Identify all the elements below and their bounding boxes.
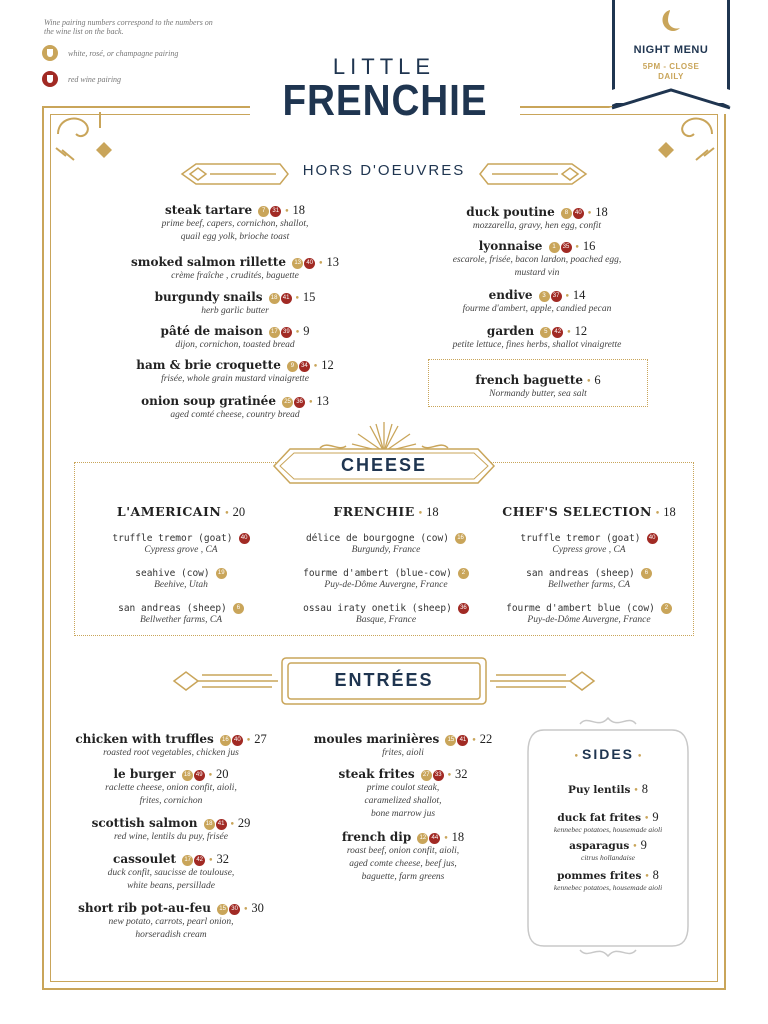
side-item: Puy lentils • 8 [568, 782, 648, 796]
side-item: duck fat frites • 9 kennebec potatoes, housemade aioli [553, 810, 663, 834]
menu-item: cassoulet 17 42 • 32 duck confit, saucisse de toulouse, white beans, persillade [107, 852, 235, 891]
red-wine-number: 37 [551, 291, 562, 302]
menu-item: chicken with truffles 16 40 • 27 roasted root vegetables, chicken jus [75, 732, 267, 758]
menu-item: steak tartare 7 31 • 18 prime beef, capers, cornichon, shallot, quail egg yolk, brioche toast [161, 203, 309, 242]
baguette-box: french baguette • 6 Normandy butter, sea salt [428, 359, 648, 407]
red-wine-number: 31 [270, 206, 281, 217]
menu-item: burgundy snails 18 41 • 15 herb garlic butter [154, 290, 316, 316]
menu-item: smoked salmon rillette 13 40 • 13 crème fraîche , crudités, baguette [131, 255, 339, 281]
white-wine-number: 5 [540, 327, 551, 338]
brand-frenchie: FRENCHIE [282, 76, 488, 125]
menu-item: garden 5 42 • 12 petite lettuce, fines herbs, shallot vinaigrette [452, 324, 622, 350]
cheese-column: CHEF'S SELECTION • 18 truffle tremor (goat) 40 Cypress grove , CA san andreas (sheep) 6 Bellwether farms, CA fourme d'ambert blue (cow) 2 Puy-de-Dôme Auvergne, France [502, 504, 676, 625]
white-wine-glass-icon [42, 45, 58, 61]
white-wine-number: 17 [269, 327, 280, 338]
red-wine-number: 41 [281, 293, 292, 304]
menu-item: endive 3 37 • 14 fourme d'ambert, apple, candied pecan [462, 288, 612, 314]
white-wine-number: 19 [216, 568, 227, 579]
red-wine-number: 49 [194, 770, 205, 781]
menu-item: short rib pot-au-feu 15 30 • 30 new potato, carrots, pearl onion, horseradish cream [78, 901, 264, 940]
red-wine-number: 40 [647, 533, 658, 544]
brand-little: LITTLE [332, 54, 436, 79]
menu-item: lyonnaise 1 35 • 16 escarole, frisée, bacon lardon, poached egg, mustard vin [452, 239, 622, 278]
legend-red: red wine pairing [42, 71, 121, 87]
side-item: asparagus • 9 citrus hollandaise [569, 838, 647, 862]
night-menu-hours: 5PM - CLOSE [642, 62, 700, 71]
menu-item: duck poutine 8 40 • 18 mozzarella, gravy, hen egg, confit [466, 205, 608, 231]
red-wine-number: 34 [299, 361, 310, 372]
red-wine-number: 36 [294, 397, 305, 408]
white-wine-number: 16 [220, 735, 231, 746]
wine-note: Wine pairing numbers correspond to the numbers on the wine list on the back. [44, 18, 213, 36]
red-wine-number: 30 [229, 904, 240, 915]
moon-icon [663, 10, 680, 31]
hors-left-column [90, 199, 380, 422]
cheese-title: CHEESE [340, 455, 428, 475]
white-wine-number: 12 [417, 833, 428, 844]
cheese-column: FRENCHIE • 18 délice de bourgogne (cow) 16 Burgundy, France fourme d'ambert (blue-cow) 2 Puy-de-Dôme Auvergne, France ossau iraty onetik (sheep) 36 Basque, France [286, 501, 486, 625]
red-wine-number: 36 [458, 603, 469, 614]
sides-list [524, 778, 692, 892]
white-wine-number: 1 [549, 242, 560, 253]
cheese-column: L'AMERICAIN • 20 truffle tremor (goat) 40 Cypress grove , CA seahive (cow) 19 Beehive, Utah san andreas (sheep) 6 Bellwether farms, CA [76, 501, 286, 625]
white-wine-number: 18 [269, 293, 280, 304]
red-wine-number: 42 [552, 327, 563, 338]
white-wine-number: 15 [445, 735, 456, 746]
red-wine-glass-icon [42, 71, 58, 87]
cheese-columns [76, 501, 692, 625]
red-wine-number: 33 [433, 770, 444, 781]
banner-notch [609, 84, 733, 114]
red-wine-number: 40 [239, 533, 250, 544]
white-wine-number: 15 [217, 904, 228, 915]
white-wine-number: 3 [539, 291, 550, 302]
entrees-mid-column [292, 728, 514, 884]
white-wine-number: 13 [292, 258, 303, 269]
menu-item: scottish salmon 18 41 • 29 red wine, lentils du puy, frisée [91, 816, 251, 842]
red-wine-number: 39 [281, 327, 292, 338]
red-wine-number: 40 [304, 258, 315, 269]
side-item: pommes frites • 8 kennebec potatoes, housemade aioli [553, 868, 663, 892]
white-wine-number: 16 [455, 533, 466, 544]
white-wine-number: 9 [287, 361, 298, 372]
legend-white: white, rosé, or champagne pairing [42, 45, 178, 61]
menu-item: ham & brie croquette 9 34 • 12 frisée, whole grain mustard vinaigrette [136, 358, 334, 384]
menu-item: french dip 12 44 • 18 roast beef, onion confit, aioli, aged comte cheese, beef jus, baguette, farm greens [341, 830, 465, 882]
red-wine-number: 44 [429, 833, 440, 844]
red-wine-number: 41 [457, 735, 468, 746]
night-menu-title: NIGHT MENU [633, 44, 709, 56]
entrees-left-column [60, 728, 282, 942]
sides-header: • SIDES • [573, 746, 643, 762]
red-wine-number: 41 [216, 819, 227, 830]
night-menu-days: DAILY [658, 72, 684, 81]
red-wine-number: 42 [194, 855, 205, 866]
white-wine-number: 17 [182, 855, 193, 866]
hors-title: HORS D'OEUVRES [302, 162, 466, 179]
white-wine-number: 18 [204, 819, 215, 830]
white-wine-number: 2 [661, 603, 672, 614]
white-wine-number: 8 [561, 208, 572, 219]
menu-item: onion soup gratinée 25 36 • 13 aged comté cheese, country bread [141, 394, 329, 420]
white-wine-number: 18 [182, 770, 193, 781]
hors-right-column [392, 201, 682, 352]
white-wine-number: 27 [421, 770, 432, 781]
corner-ornament-left [52, 108, 132, 168]
menu-item: le burger 18 49 • 20 raclette cheese, onion confit, aioli, frites, cornichon [105, 767, 237, 806]
red-wine-number: 40 [573, 208, 584, 219]
white-wine-number: 7 [258, 206, 269, 217]
entrees-title: ENTRÉES [334, 670, 434, 690]
white-wine-number: 6 [233, 603, 244, 614]
red-wine-number: 35 [561, 242, 572, 253]
red-wine-number: 40 [232, 735, 243, 746]
menu-item: pâté de maison 17 39 • 9 dijon, cornichon, toasted bread [160, 324, 310, 350]
white-wine-number: 6 [641, 568, 652, 579]
menu-item: moules marinières 15 41 • 22 frites, aioli [313, 732, 493, 758]
menu-item: steak frites 27 33 • 32 prime coulot steak, caramelized shallot, bone marrow jus [338, 767, 468, 819]
white-wine-number: 25 [282, 397, 293, 408]
white-wine-number: 2 [458, 568, 469, 579]
corner-ornament-right [638, 108, 718, 168]
